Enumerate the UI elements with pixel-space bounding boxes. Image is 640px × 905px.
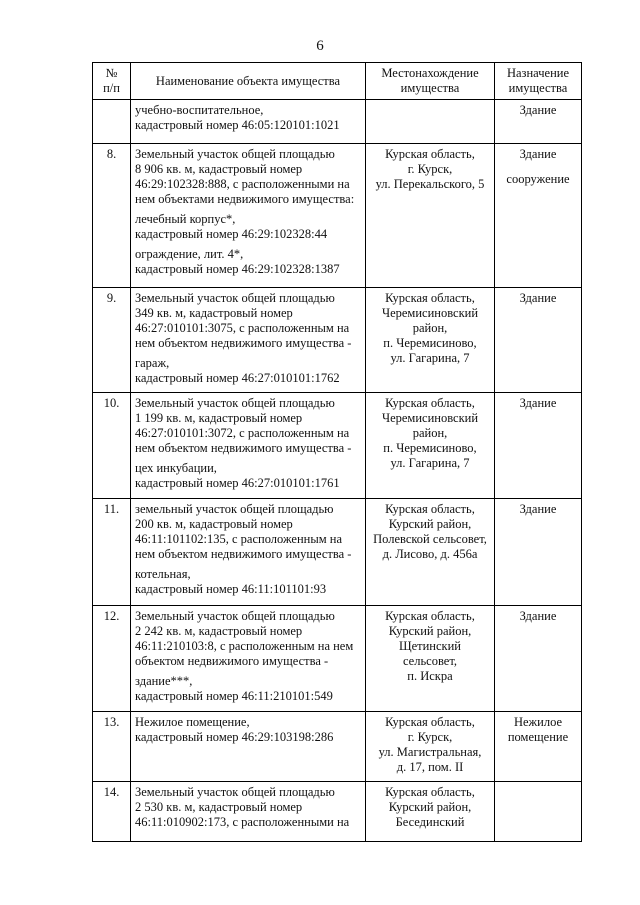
object-name-line: объектом недвижимого имущества -	[135, 654, 329, 668]
object-location-line: п. Искра	[407, 669, 453, 683]
object-location-line: Курская область,	[385, 715, 475, 729]
object-purpose-line: Здание	[519, 147, 557, 161]
object-purpose	[495, 288, 582, 393]
object-location-line: п. Черемисиново,	[383, 441, 477, 455]
object-location	[366, 782, 495, 842]
object-name-line: нем объектами недвижимого имущества:	[135, 192, 355, 206]
table-row	[93, 288, 582, 393]
header-purpose	[495, 63, 582, 100]
object-location	[366, 499, 495, 606]
object-name-line: Земельный участок общей площадью	[135, 291, 335, 305]
header-name-line-1: Наименование объекта имущества	[155, 73, 341, 88]
object-name-line: Земельный участок общей площадью	[135, 147, 335, 161]
object-location	[366, 100, 495, 144]
object-location-line: г. Курск,	[407, 162, 453, 176]
object-location-line: сельсовет,	[402, 654, 457, 668]
object-name-line: 8 906 кв. м, кадастровый номер	[135, 162, 303, 176]
object-name	[131, 606, 366, 712]
object-name-line: Земельный участок общей площадью	[135, 609, 335, 623]
object-name-line: кадастровый номер 46:29:102328:44	[135, 227, 328, 241]
object-location-line: Бесединский	[395, 815, 465, 829]
object-location-line: г. Курск,	[407, 730, 453, 744]
object-name-line: кадастровый номер 46:29:103198:286	[135, 730, 334, 744]
object-name-line: 46:11:101102:135, с расположенным на	[135, 532, 343, 546]
object-location-line: ул. Гагарина, 7	[390, 456, 470, 470]
object-name-line: кадастровый номер 46:29:102328:1387	[135, 262, 340, 276]
table-row	[93, 144, 582, 288]
table-row	[93, 712, 582, 782]
header-num-line-2: п/п	[103, 81, 120, 95]
table-row	[93, 499, 582, 606]
row-number: 13.	[93, 712, 131, 782]
object-name-line: лечебный корпус*,	[135, 212, 236, 226]
object-location-line: район,	[412, 321, 448, 335]
object-name-line: 349 кв. м, кадастровый номер	[135, 306, 293, 320]
object-purpose	[495, 499, 582, 606]
object-location-line: Курский район,	[388, 624, 472, 638]
object-location-line: Курский район,	[388, 517, 472, 531]
object-name-line: нем объектом недвижимого имущества -	[135, 547, 352, 561]
object-name	[131, 712, 366, 782]
object-purpose-line: Здание	[519, 502, 557, 516]
object-location	[366, 606, 495, 712]
header-location-line-1: Местонахождение	[381, 66, 479, 80]
header-location-line-2: имущества	[400, 81, 460, 95]
object-purpose	[495, 393, 582, 499]
object-name-line: здание***,	[135, 674, 193, 688]
object-name-line: Нежилое помещение,	[135, 715, 250, 729]
object-location-line: Полевской сельсовет,	[373, 532, 487, 546]
object-name-line: ограждение, лит. 4*,	[135, 247, 244, 261]
object-purpose	[495, 712, 582, 782]
object-name-line: 46:27:010101:3072, с расположенным на	[135, 426, 350, 440]
object-purpose-line: сооружение	[506, 172, 570, 186]
object-location-line: Курский район,	[388, 800, 472, 814]
object-name-line: кадастровый номер 46:05:120101:1021	[135, 118, 340, 132]
object-purpose-line: Здание	[519, 609, 557, 623]
header-name	[131, 63, 366, 100]
object-location-line: Курская область,	[385, 396, 475, 410]
object-name-line: 1 199 кв. м, кадастровый номер	[135, 411, 303, 425]
object-location-line: д. 17, пом. II	[396, 760, 464, 774]
row-number: 11.	[93, 499, 131, 606]
object-location-line: Курская область,	[385, 609, 475, 623]
object-name-line: кадастровый номер 46:27:010101:1761	[135, 476, 340, 490]
object-name	[131, 288, 366, 393]
object-name	[131, 144, 366, 288]
object-purpose	[495, 782, 582, 842]
object-location	[366, 288, 495, 393]
table-header-row	[93, 63, 582, 100]
object-name	[131, 499, 366, 606]
object-purpose-line: Здание	[519, 291, 557, 305]
object-location-line: ул. Гагарина, 7	[390, 351, 470, 365]
object-name	[131, 782, 366, 842]
row-number: 8.	[93, 144, 131, 288]
row-number: 12.	[93, 606, 131, 712]
object-purpose	[495, 606, 582, 712]
object-name-line: нем объектом недвижимого имущества -	[135, 336, 352, 350]
object-location	[366, 144, 495, 288]
object-location-line: ул. Перекальского, 5	[375, 177, 485, 191]
object-location-line: Курская область,	[385, 147, 475, 161]
object-purpose-line: Здание	[519, 396, 557, 410]
object-location-line: Черемисиновский	[381, 411, 479, 425]
header-purpose-line-1: Назначение	[506, 66, 569, 80]
object-name-line: 46:27:010101:3075, с расположенным на	[135, 321, 350, 335]
object-location-line: район,	[412, 426, 448, 440]
object-purpose-line: Нежилое	[513, 715, 563, 729]
header-location	[366, 63, 495, 100]
object-location-line: Курская область,	[385, 291, 475, 305]
object-purpose-line: помещение	[507, 730, 569, 744]
object-location-line: Щетинский	[399, 639, 461, 653]
object-name-line: котельная,	[135, 567, 191, 581]
object-location-line: д. Лисово, д. 456а	[382, 547, 478, 561]
row-number: 14.	[93, 782, 131, 842]
object-name-line: 2 530 кв. м, кадастровый номер	[135, 800, 303, 814]
table-row	[93, 606, 582, 712]
header-purpose-line-2: имущества	[508, 81, 568, 95]
object-location-line: ул. Магистральная,	[378, 745, 482, 759]
object-name-line: нем объектом недвижимого имущества -	[135, 441, 352, 455]
table-row	[93, 393, 582, 499]
header-num	[93, 63, 131, 100]
object-location-line: Курская область,	[385, 785, 475, 799]
page-number: 6	[316, 38, 324, 54]
object-name-line: 2 242 кв. м, кадастровый номер	[135, 624, 303, 638]
object-name-line: кадастровый номер 46:27:010101:1762	[135, 371, 340, 385]
object-name-line: кадастровый номер 46:11:101101:93	[135, 582, 327, 596]
object-name-line: 46:11:210103:8, с расположенным на нем	[135, 639, 354, 653]
row-number: 10.	[93, 393, 131, 499]
object-name-line: Земельный участок общей площадью	[135, 785, 335, 799]
object-name-line: цех инкубации,	[135, 461, 217, 475]
property-table	[92, 62, 582, 842]
object-location-line: Курская область,	[385, 502, 475, 516]
header-num-line-1: №	[105, 66, 118, 80]
object-name-line: учебно-воспитательное,	[135, 103, 264, 117]
object-name-line: земельный участок общей площадью	[135, 502, 334, 516]
object-name-line: 46:11:010902:173, с расположенными на	[135, 815, 350, 829]
table-row	[93, 782, 582, 842]
row-number: 9.	[93, 288, 131, 393]
object-location	[366, 393, 495, 499]
object-name-line: кадастровый номер 46:11:210101:549	[135, 689, 333, 703]
object-location-line: Черемисиновский	[381, 306, 479, 320]
object-name-line: гараж,	[135, 356, 170, 370]
object-purpose	[495, 100, 582, 144]
object-name	[131, 100, 366, 144]
object-purpose-line: Здание	[519, 103, 557, 117]
object-location-line: п. Черемисиново,	[383, 336, 477, 350]
object-purpose	[495, 144, 582, 288]
object-name-line: 46:29:102328:888, с расположенными на	[135, 177, 350, 191]
object-name-line: Земельный участок общей площадью	[135, 396, 335, 410]
object-name	[131, 393, 366, 499]
table-row	[93, 100, 582, 144]
object-location	[366, 712, 495, 782]
row-number	[93, 100, 131, 144]
object-name-line: 200 кв. м, кадастровый номер	[135, 517, 293, 531]
